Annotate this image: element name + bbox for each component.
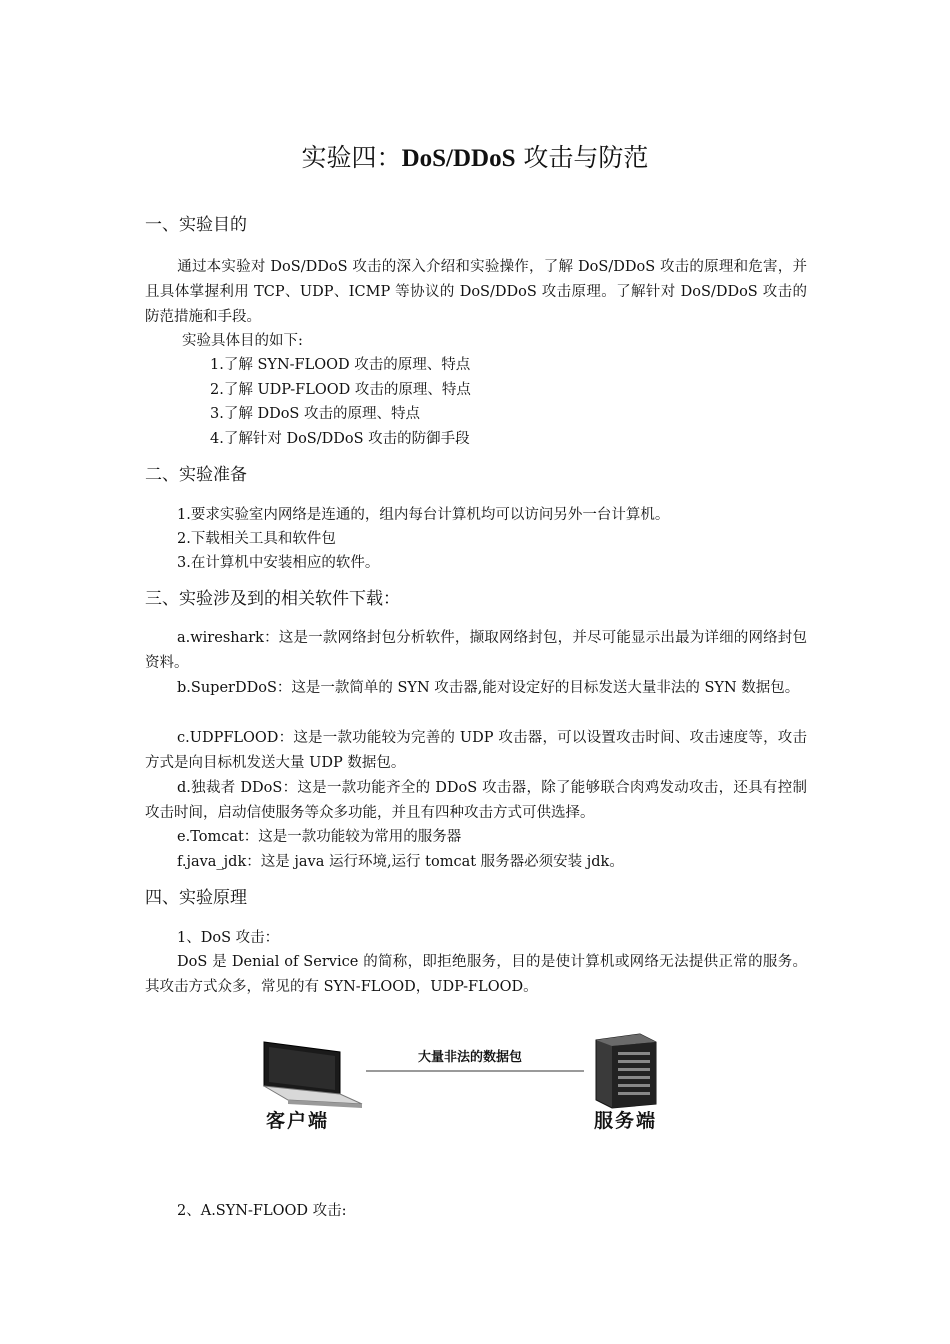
title-bold: DoS/DDoS	[401, 145, 516, 172]
objectives-text: 通过本实验对 DoS/DDoS 攻击的深入介绍和实验操作，了解 DoS/DDoS 攻击的原理和危害，并且具体掌握利用 TCP、UDP、ICMP 等协议的 DoS/DDoS 攻击原理。了解针对 DoS/DDoS 攻击的防范措施和手段。	[145, 259, 807, 325]
software-paragraph	[145, 726, 807, 776]
section-heading-principles: 四、实验原理	[145, 888, 247, 908]
section-heading-software: 三、实验涉及到的相关软件下载：	[145, 589, 400, 609]
software-paragraph	[145, 776, 807, 826]
software-item: e.Tomcat：这是一款功能较为常用的服务器	[177, 829, 462, 845]
section-heading-preparation: 二、实验准备	[145, 465, 247, 485]
preparation-item: 2.下载相关工具和软件包	[177, 531, 336, 547]
objectives-intro: 实验具体目的如下:	[182, 333, 303, 349]
title-suffix: 攻击与防范	[515, 143, 649, 172]
principle-subheading: 2、A.SYN-FLOOD 攻击:	[177, 1203, 347, 1219]
section-heading-objectives: 一、实验目的	[145, 215, 247, 235]
software-paragraph	[145, 626, 807, 676]
objective-item: 3.了解 DDoS 攻击的原理、特点	[210, 406, 420, 422]
page-title	[0, 141, 950, 176]
software-item: f.java_jdk：这是 java 运行环境,运行 tomcat 服务器必须安装 jdk。	[177, 854, 624, 870]
software-paragraph	[145, 676, 807, 701]
dos-diagram	[258, 1030, 678, 1140]
software-text: b.SuperDDoS：这是一款简单的 SYN 攻击器,能对设定好的目标发送大量非法的 SYN 数据包。	[177, 680, 800, 696]
server-tower-icon	[596, 1034, 656, 1108]
client-label: 客户端	[266, 1110, 330, 1132]
software-text: c.UDPFLOOD：这是一款功能较为完善的 UDP 攻击器，可以设置攻击时间、攻击速度等，攻击方式是向目标机发送大量 UDP 数据包。	[145, 730, 807, 771]
software-text: d.独裁者 DDoS：这是一款功能齐全的 DDoS 攻击器，除了能够联合肉鸡发动攻击，还具有控制攻击时间，启动信使服务等众多功能，并且有四种攻击方式可供选择。	[145, 780, 807, 821]
preparation-item: 1.要求实验室内网络是连通的，组内每台计算机均可以访问另外一台计算机。	[177, 507, 670, 523]
principle-paragraph	[145, 950, 807, 1000]
objectives-paragraph	[145, 255, 807, 330]
preparation-item: 3.在计算机中安装相应的软件。	[177, 555, 380, 571]
principle-text: DoS 是 Denial of Service 的简称，即拒绝服务，目的是使计算机或网络无法提供正常的服务。其攻击方式众多，常见的有 SYN-FLOOD，UDP-FLOOD。	[145, 954, 807, 995]
arrow-label: 大量非法的数据包	[418, 1050, 523, 1065]
laptop-icon	[264, 1042, 362, 1108]
title-prefix: 实验四：	[301, 143, 402, 172]
software-text: a.wireshark：这是一款网络封包分析软件，撷取网络封包，并尽可能显示出最为详细的网络封包资料。	[145, 630, 807, 671]
principle-subheading: 1、DoS 攻击：	[177, 930, 280, 946]
objective-item: 1.了解 SYN-FLOOD 攻击的原理、特点	[210, 357, 471, 373]
objective-item: 4.了解针对 DoS/DDoS 攻击的防御手段	[210, 431, 470, 447]
server-label: 服务端	[594, 1110, 658, 1132]
objective-item: 2.了解 UDP-FLOOD 攻击的原理、特点	[210, 382, 471, 398]
